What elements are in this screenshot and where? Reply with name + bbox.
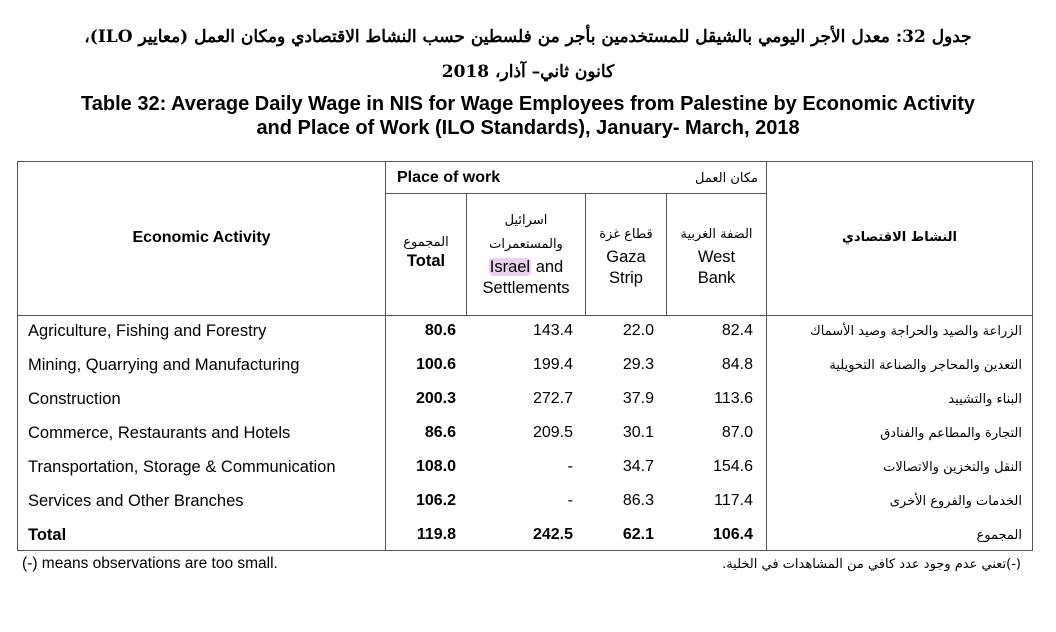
table-row-total bbox=[18, 526, 1032, 550]
divider bbox=[385, 193, 767, 194]
row-gaza-value: 37.9 bbox=[622, 390, 654, 407]
title-english-line1: Table 32: Average Daily Wage in NIS for Wage Employees from Palestine by Economic Activity bbox=[81, 93, 975, 115]
row-west-bank-value: 117.4 bbox=[714, 492, 753, 509]
row-total-value: 100.6 bbox=[415, 356, 456, 373]
row-activity-ar: التجارة والمطاعم والفنادق bbox=[880, 426, 1022, 441]
row-activity-ar: الزراعة والصيد والحراجة وصيد الأسماك bbox=[810, 324, 1022, 339]
header-gaza-arabic: قطاع غزة bbox=[599, 227, 653, 242]
header-israel-and: and bbox=[531, 258, 564, 276]
row-total-value: 200.3 bbox=[415, 390, 456, 407]
table-row bbox=[18, 356, 1032, 380]
header-place-of-work-arabic: مكان العمل bbox=[695, 171, 758, 186]
title-arabic-line2: كانون ثاني– آذار، 2018 bbox=[441, 62, 615, 82]
row-activity-en: Mining, Quarrying and Manufacturing bbox=[28, 356, 300, 374]
row-activity-en: Commerce, Restaurants and Hotels bbox=[28, 424, 291, 442]
header-gaza-english-2: Strip bbox=[609, 269, 643, 287]
header-total bbox=[386, 235, 466, 271]
table-row bbox=[18, 390, 1032, 414]
row-israel-value: 199.4 bbox=[532, 356, 573, 373]
footnote-arabic: (-)تعني عدم وجود عدد كافي من المشاهدات في الخلية. bbox=[722, 557, 1021, 572]
row-west-bank-value: 113.6 bbox=[714, 390, 753, 407]
row-activity-ar: البناء والتشييد bbox=[948, 392, 1022, 407]
header-israel-arabic-2: والمستعمرات bbox=[489, 237, 563, 252]
row-activity-en: Services and Other Branches bbox=[28, 492, 244, 510]
row-gaza-value: 62.1 bbox=[622, 526, 654, 543]
row-west-bank-value: 106.4 bbox=[712, 526, 753, 543]
row-activity-en: Agriculture, Fishing and Forestry bbox=[28, 322, 267, 340]
row-gaza-value: 30.1 bbox=[622, 424, 654, 441]
row-activity-ar: المجموع bbox=[976, 528, 1022, 543]
row-israel-value: 272.7 bbox=[532, 390, 573, 407]
row-activity-en: Total bbox=[28, 526, 67, 544]
row-total-value: 106.2 bbox=[415, 492, 456, 509]
header-economic-activity-arabic: النشاط الاقتصادي bbox=[841, 230, 957, 245]
header-gaza bbox=[586, 223, 666, 289]
row-israel-value: - bbox=[567, 492, 573, 509]
row-israel-value: 209.5 bbox=[532, 424, 573, 441]
header-west-bank bbox=[667, 223, 766, 289]
header-israel-arabic-1: اسرائيل bbox=[504, 213, 548, 228]
table-row bbox=[18, 424, 1032, 448]
divider bbox=[18, 315, 1032, 316]
row-west-bank-value: 154.6 bbox=[712, 458, 753, 475]
row-total-value: 80.6 bbox=[424, 322, 456, 339]
header-israel-english-2: Settlements bbox=[482, 279, 570, 297]
row-israel-value: 143.4 bbox=[532, 322, 573, 339]
row-gaza-value: 86.3 bbox=[622, 492, 654, 509]
highlight-israel: Israel bbox=[489, 258, 531, 276]
table-row bbox=[18, 458, 1032, 482]
header-economic-activity: Economic Activity bbox=[132, 229, 271, 246]
row-west-bank-value: 87.0 bbox=[721, 424, 753, 441]
row-total-value: 108.0 bbox=[415, 458, 456, 475]
row-total-value: 119.8 bbox=[416, 526, 456, 543]
footnote-english: (-) means observations are too small. bbox=[22, 555, 278, 572]
header-total-english: Total bbox=[406, 252, 446, 270]
header-israel bbox=[467, 209, 585, 299]
header-israel-english-1 bbox=[467, 257, 585, 278]
title-english-line2: and Place of Work (ILO Standards), January- March, 2018 bbox=[256, 117, 800, 139]
title-arabic-line1: جدول 32: معدل الأجر اليومي بالشيقل للمستخدمين بأجر من فلسطين حسب النشاط الاقتصادي ومكان العمل (معايير ILO)، bbox=[84, 27, 972, 47]
header-place-of-work: Place of work bbox=[397, 169, 501, 186]
row-activity-en: Construction bbox=[28, 390, 121, 408]
row-israel-value: - bbox=[567, 458, 573, 475]
row-israel-value: 242.5 bbox=[532, 526, 573, 543]
header-west-bank-english-1: West bbox=[697, 248, 736, 266]
row-total-value: 86.6 bbox=[424, 424, 456, 441]
row-activity-en: Transportation, Storage & Communication bbox=[28, 458, 336, 476]
row-activity-ar: التعدين والمحاجر والصناعة التحويلية bbox=[829, 358, 1022, 373]
row-activity-ar: الخدمات والفروع الأخرى bbox=[889, 494, 1022, 509]
header-west-bank-english-2: Bank bbox=[697, 269, 736, 287]
row-gaza-value: 22.0 bbox=[622, 322, 654, 339]
wage-table bbox=[17, 161, 1033, 551]
header-total-arabic: المجموع bbox=[403, 235, 449, 250]
row-gaza-value: 34.7 bbox=[622, 458, 654, 475]
row-gaza-value: 29.3 bbox=[622, 356, 654, 373]
table-row bbox=[18, 492, 1032, 516]
row-west-bank-value: 82.4 bbox=[721, 322, 753, 339]
header-gaza-english-1: Gaza bbox=[606, 248, 646, 266]
row-west-bank-value: 84.8 bbox=[721, 356, 753, 373]
header-west-bank-arabic: الضفة الغربية bbox=[680, 227, 753, 242]
table-row bbox=[18, 322, 1032, 346]
row-activity-ar: النقل والتخزين والاتصالات bbox=[883, 460, 1022, 475]
